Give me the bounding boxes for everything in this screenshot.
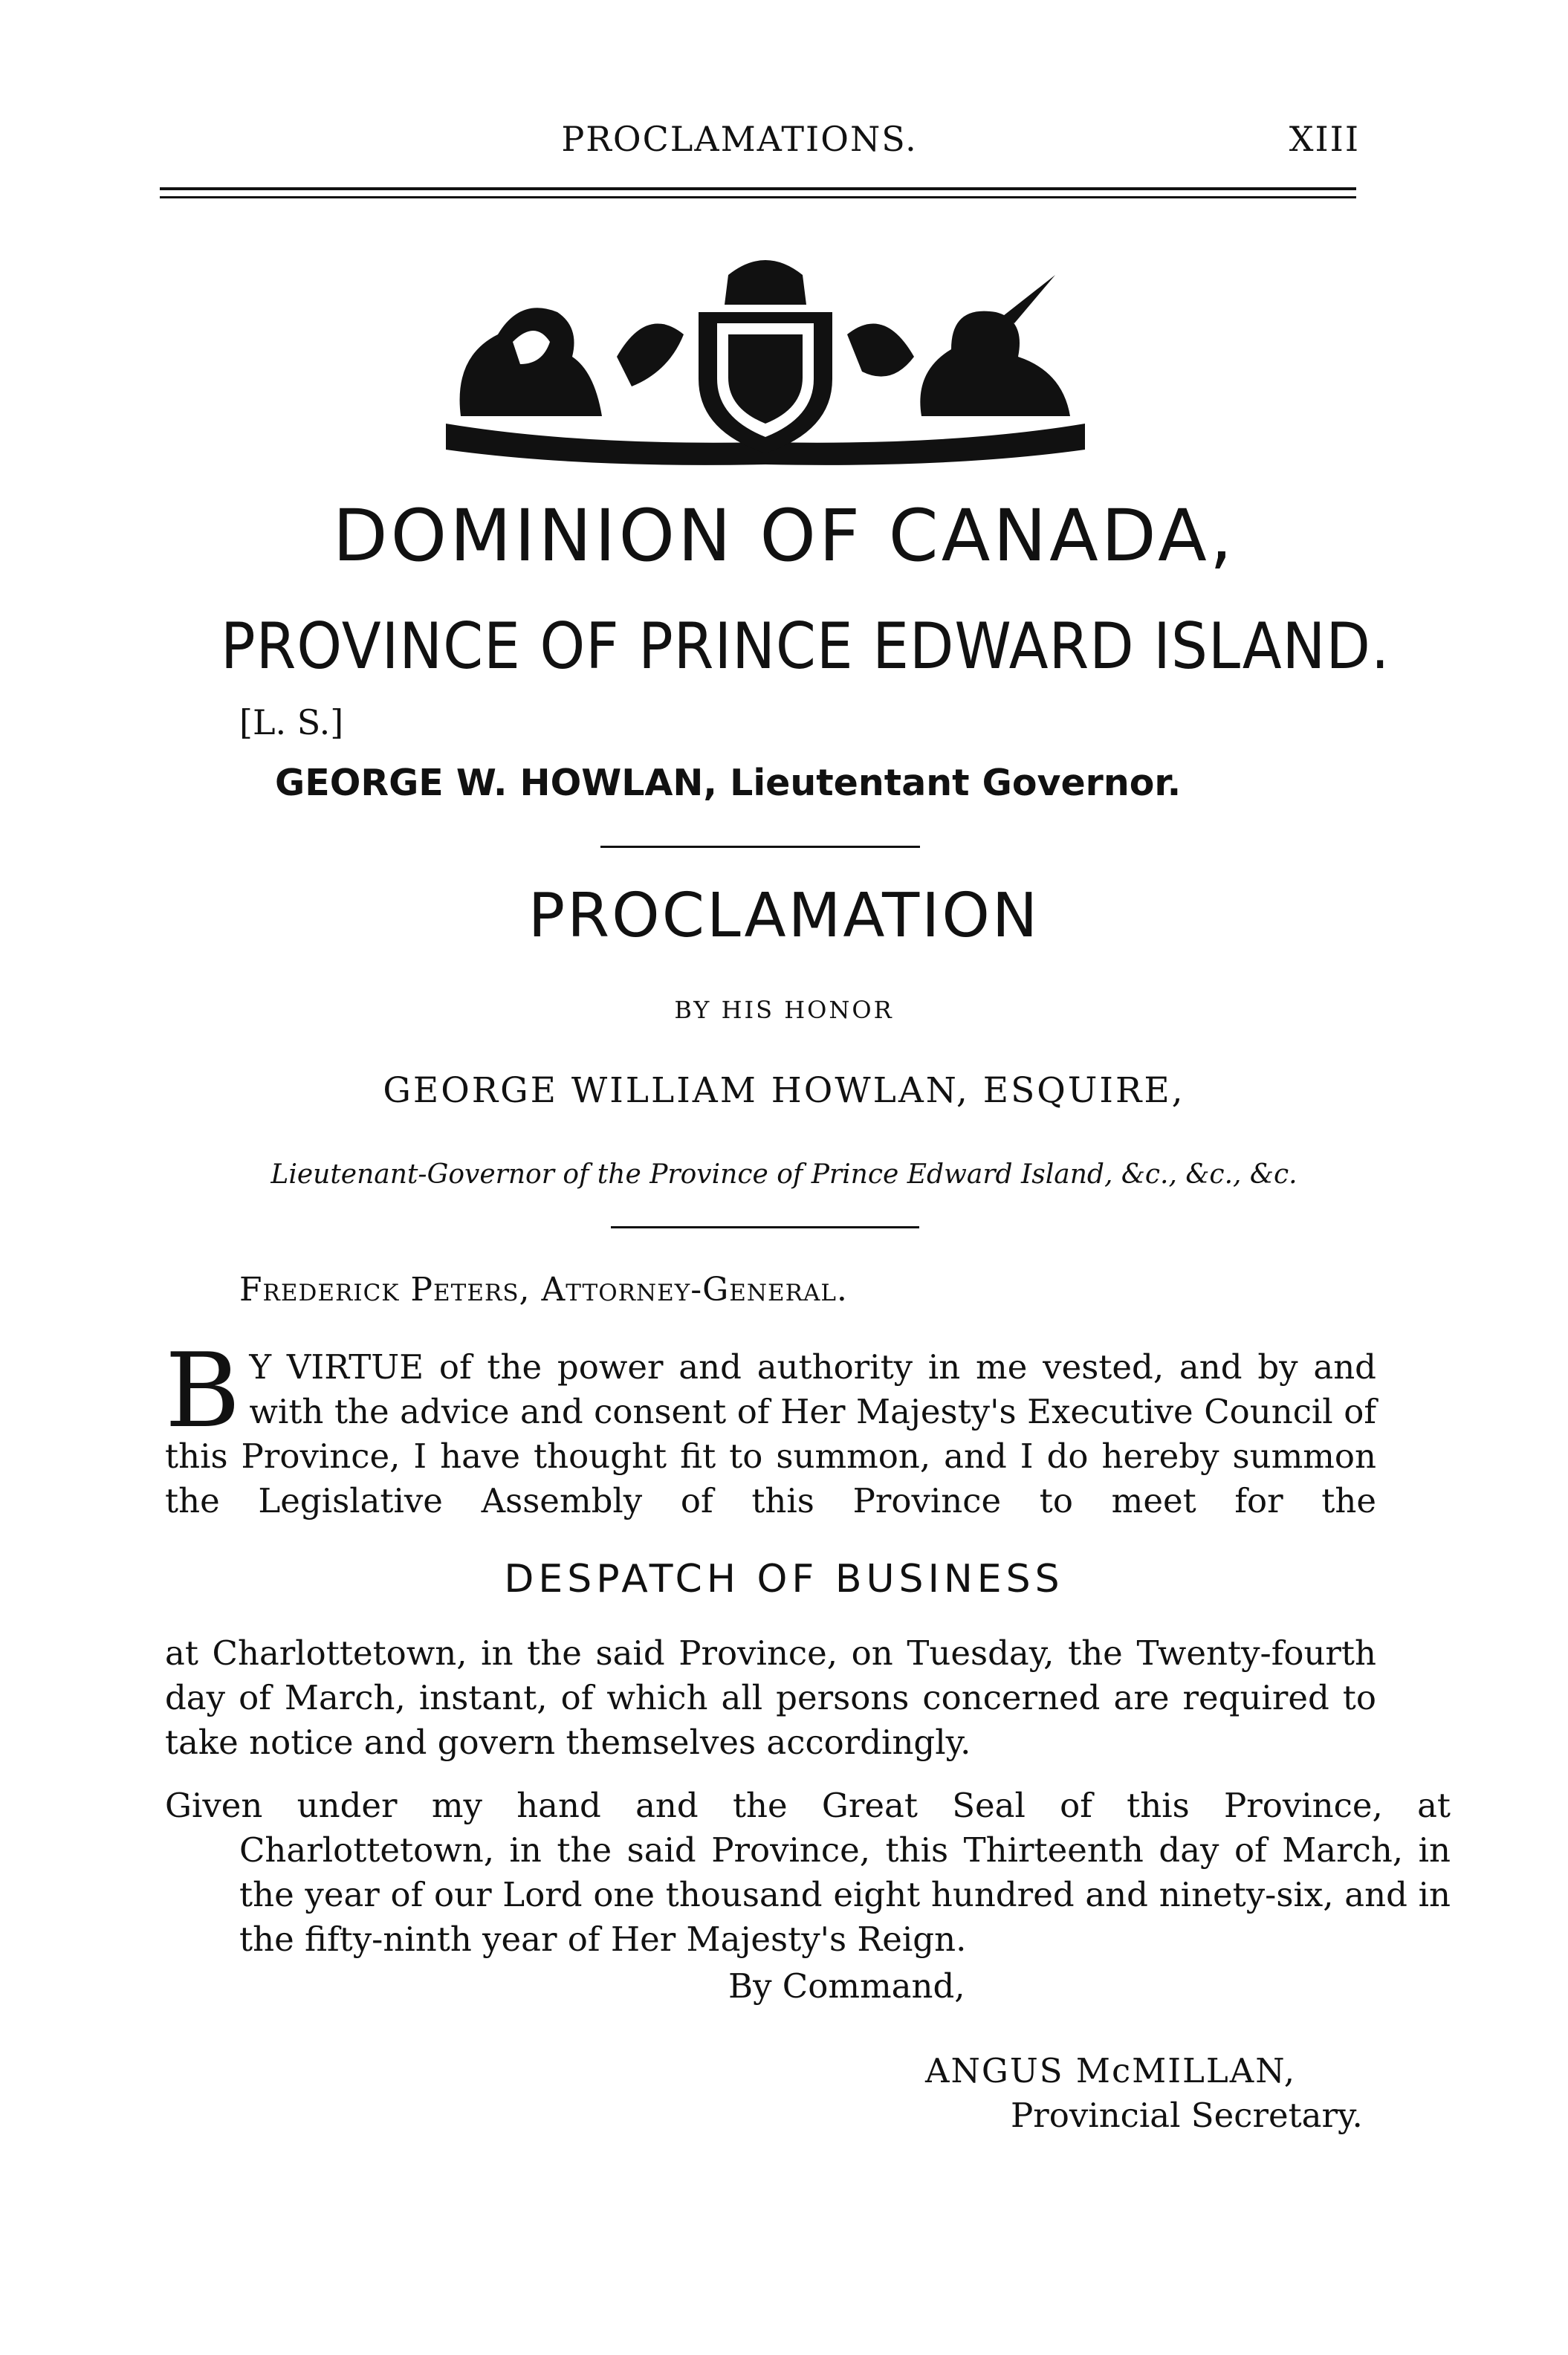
by-command: By Command, [728, 1966, 965, 2006]
attorney-general-line: Frederick Peters, Attorney-General. [239, 1271, 848, 1309]
proclamation-paragraph-3: Given under my hand and the Great Seal of this Province, at Charlottetown, in the said Province, this Thirteenth day of March, in the year of our Lord one thousand eight hundred and ninety-six, and in the fifty-ninth year of Her Majesty's Reign. [165, 1786, 1451, 1959]
despatch-heading: DESPATCH OF BUSINESS [504, 1557, 1064, 1601]
crest-unicorn [920, 311, 1070, 416]
proclamation-paragraph-2: at Charlottetown, in the said Province, on Tuesday, the Twenty-fourth day of March, instant, of which all persons concerned are required to take notice and govern themselves accordingly. [165, 1633, 1376, 1762]
signatory-title: Provincial Secretary. [1011, 2096, 1363, 2135]
dominion-heading: DOMINION OF CANADA, [332, 494, 1236, 577]
header-rule-top [160, 187, 1356, 190]
signatory-name: ANGUS McMILLAN, [925, 2051, 1297, 2090]
province-heading: PROVINCE OF PRINCE EDWARD ISLAND. [221, 609, 1390, 684]
proclamation-title: PROCLAMATION [528, 881, 1040, 951]
header-rule-bottom [160, 196, 1356, 198]
proclamation-paragraph-1 [165, 1331, 1376, 1568]
page-number: XIII [1289, 119, 1360, 159]
governor-line: GEORGE W. HOWLAN, Lieutentant Governor. [275, 762, 1182, 804]
divider-rule [611, 1226, 919, 1228]
governor-full-name: GEORGE WILLIAM HOWLAN, ESQUIRE, [383, 1070, 1185, 1111]
royal-crest-image [431, 245, 1100, 468]
drop-cap: B [165, 1331, 241, 1451]
paragraph-1-text: Y VIRTUE of the power and authority in me vested, and by and with the advice and consent of Her Majesty's Executive Council of this Province, I have thought fit to summon, and I do hereby summon the Legislative Assembly of this Province to meet for the [165, 1347, 1376, 1520]
crest-crown [725, 260, 806, 305]
seal-mark: [L. S.] [239, 702, 344, 742]
by-his-honor: BY HIS HONOR [674, 996, 894, 1024]
running-head-title: PROCLAMATIONS. [561, 119, 918, 159]
divider-rule [600, 846, 920, 848]
governor-office: Lieutenant-Governor of the Province of Prince Edward Island, &c., &c., &c. [270, 1159, 1298, 1190]
